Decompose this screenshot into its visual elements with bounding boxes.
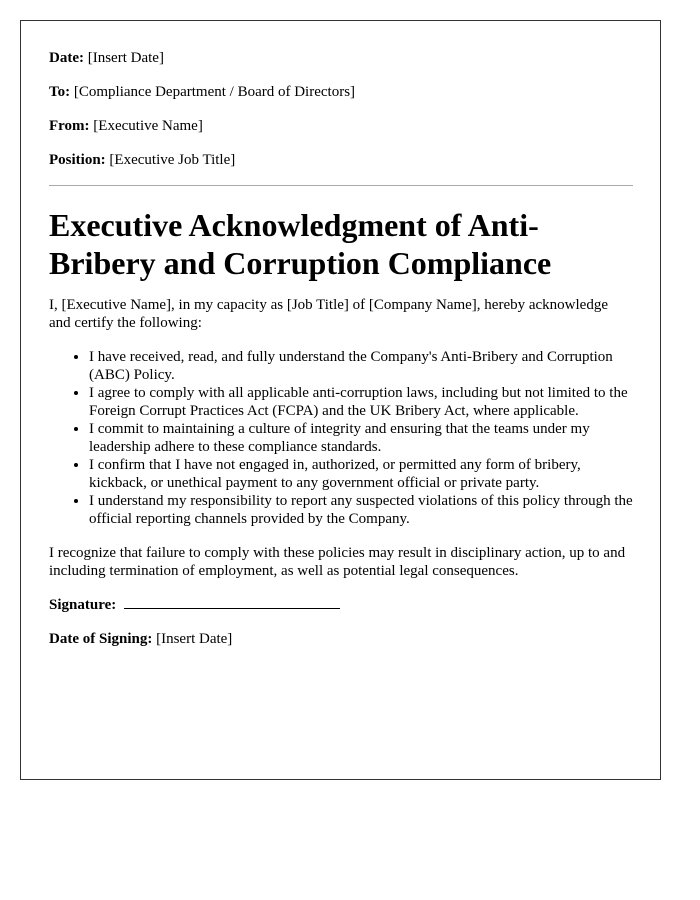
- from-label: From:: [49, 118, 90, 134]
- document-page: [20, 20, 661, 780]
- from-line: [49, 117, 633, 135]
- date-label: Date:: [49, 50, 84, 66]
- header-divider: [49, 185, 633, 186]
- signing-date-label: Date of Signing:: [49, 631, 153, 647]
- signature-label: Signature:: [49, 597, 117, 613]
- position-value: [Executive Job Title]: [109, 152, 236, 168]
- list-item: • I commit to maintaining a culture of integrity and ensuring that the teams under my leadership adhere to these compliance standards.: [89, 420, 633, 456]
- position-line: [49, 151, 633, 169]
- signature-line: [49, 596, 633, 614]
- signing-date-value: [Insert Date]: [156, 631, 233, 647]
- from-value: [Executive Name]: [93, 118, 203, 134]
- date-line: [49, 49, 633, 67]
- to-line: [49, 83, 633, 101]
- document-content: [49, 49, 633, 664]
- signing-date-line: [49, 630, 633, 648]
- list-item: • I have received, read, and fully understand the Company's Anti-Bribery and Corruption (ABC) Policy.: [89, 348, 633, 384]
- to-label: To:: [49, 84, 71, 100]
- to-value: [Compliance Department / Board of Directors]: [73, 84, 356, 100]
- closing-paragraph: I recognize that failure to comply with these policies may result in disciplinary action, up to and including termination of employment, as well as potential legal consequences.: [49, 545, 626, 579]
- list-item: • I agree to comply with all applicable anti-corruption laws, including but not limited to the Foreign Corrupt Practices Act (FCPA) and the UK Bribery Act, where applicable.: [89, 384, 633, 420]
- list-item: • I confirm that I have not engaged in, authorized, or permitted any form of bribery, kickback, or unethical payment to any government official or private party.: [89, 456, 633, 492]
- date-value: [Insert Date]: [87, 50, 164, 66]
- acknowledgment-list: [49, 348, 633, 528]
- list-item: • I understand my responsibility to report any suspected violations of this policy through the official reporting channels provided by the Company.: [89, 492, 633, 528]
- document-title: Executive Acknowledgment of Anti-Bribery and Corruption Compliance: [49, 207, 552, 281]
- position-label: Position:: [49, 152, 106, 168]
- signature-blank[interactable]: [124, 596, 340, 609]
- intro-paragraph: I, [Executive Name], in my capacity as [Job Title] of [Company Name], hereby acknowledge and certify the following:: [49, 297, 608, 331]
